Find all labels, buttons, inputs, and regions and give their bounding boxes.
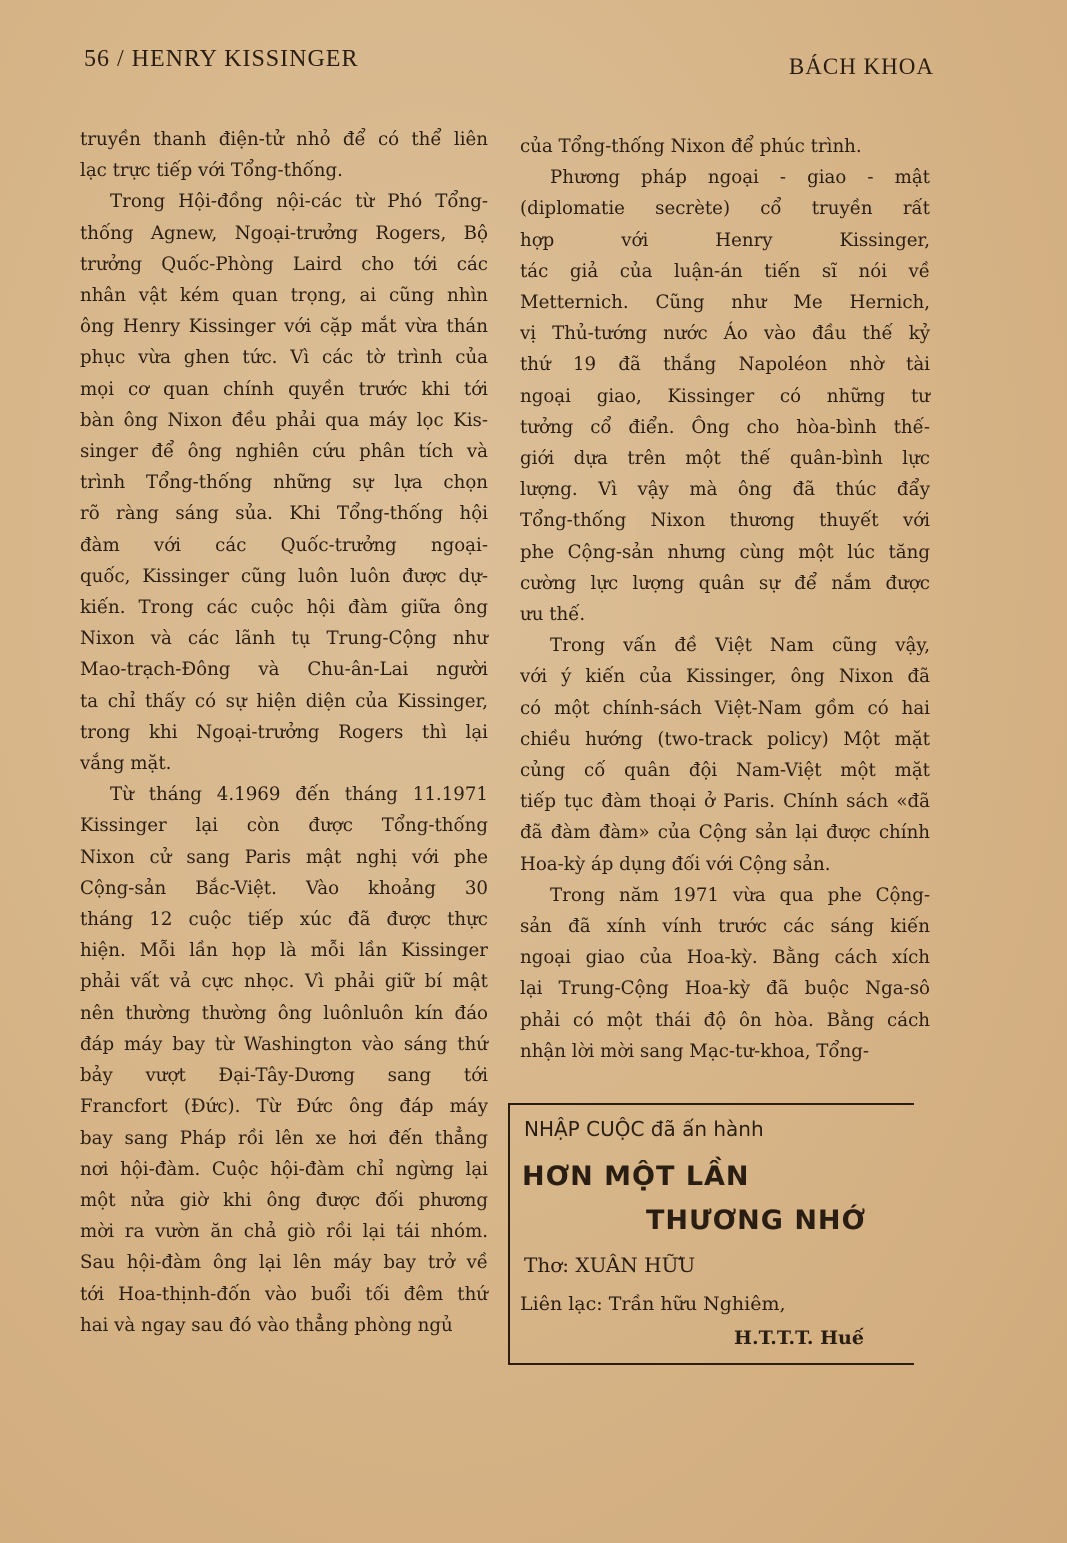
text-line: mời ra vườn ăn chả giò rồi lại tái nhóm. [80,1221,488,1243]
text-line: quốc, Kissinger cũng luôn luôn được dự- [80,565,488,587]
text-line: nơi hội-đàm. Cuộc hội-đàm chỉ ngừng lại [80,1158,488,1180]
page-header [84,44,934,84]
text-line: đáp máy bay từ Washington vào sáng thứ [80,1033,488,1055]
text-line: nhận lời mời sang Mạc-tư-khoa, Tổng- [520,1040,870,1062]
text-line: trưởng Quốc-Phòng Laird cho tới các [80,253,488,275]
text-line: kiến. Trong các cuộc hội đàm giữa ông [80,597,488,619]
text-line: Nixon và các lãnh tụ Trung-Cộng như [80,628,488,650]
text-line: Mao-trạch-Đông và Chu-ân-Lai người [80,659,488,681]
ad-contact-line2: H.T.T.T. Huế [734,1327,864,1349]
text-line: tới Hoa-thịnh-đốn vào buổi tối đêm thứ [80,1283,488,1305]
text-line: bàn ông Nixon đều phải qua máy lọc Kis- [80,409,488,431]
text-line: lại Trung-Cộng Hoa-kỳ đã buộc Nga-sô [520,978,930,1000]
ad-publisher-line: NHẬP CUỘC đã ấn hành [524,1117,764,1141]
text-line: của Tổng-thống Nixon để phúc trình. [520,136,862,157]
text-line: Phương pháp ngoại - giao - mật [550,167,930,189]
page-number-and-title: 56 / HENRY KISSINGER [84,46,359,72]
text-line: tháng 12 cuộc tiếp xúc đã được thực [80,909,488,931]
text-line: vắng mặt. [80,753,172,775]
ad-bottom-rule [508,1363,914,1365]
text-line: hiện. Mỗi lần họp là mỗi lần Kissinger [80,940,488,962]
text-line: mọi cơ quan chính quyền trước khi tới [80,378,488,400]
text-line: ngoại giao của Hoa-kỳ. Bằng cách xích [520,947,930,969]
text-line: đàm với các Quốc-trưởng ngoại- [80,534,488,556]
text-line: trình Tổng-thống những sự lựa chọn [80,472,488,494]
text-line: phải có một thái độ ôn hòa. Bằng cách [520,1009,930,1031]
text-line: hợp với Henry Kissinger, [520,229,930,251]
text-line: chiều hướng (two-track policy) Một mặt [520,728,930,750]
text-line: bảy vượt Đại-Tây-Dương sang tới [80,1065,488,1087]
magazine-name: BÁCH KHOA [788,54,934,79]
text-line: (diplomatie secrète) cổ truyền rất [520,198,930,220]
text-line: ưu thế. [520,604,586,626]
text-line: Trong năm 1971 vừa qua phe Cộng- [550,884,930,906]
text-line: sản đã xính vính trước các sáng kiến [520,916,930,938]
text-line: ông Henry Kissinger với cặp mắt vừa thán [80,316,488,338]
text-line: cường lực lượng quân sự để nắm được [520,572,930,594]
text-line: phải vất vả cực nhọc. Vì phải giữ bí mật [80,971,488,993]
text-line: nhân vật kém quan trọng, ai cũng nhìn [80,285,488,307]
text-line: lượng. Vì vậy mà ông đã thúc đẩy [520,479,930,501]
text-line: Hoa-kỳ áp dụng đối với Cộng sản. [520,853,831,875]
ad-book-title-line2: THƯƠNG NHỚ [646,1205,867,1236]
book-advertisement-box [508,1103,914,1365]
text-line: một nửa giờ khi ông được đối phương [80,1189,488,1211]
text-line: thứ 19 đã thắng Napoléon nhờ tài [520,354,930,376]
text-line: ngoại giao, Kissinger có những tư [520,385,930,407]
text-line: giới dựa trên một thế quân-bình lực [520,448,930,470]
text-line: đã đàm đàm» của Cộng sản lại được chính [520,822,930,844]
text-line: Từ tháng 4.1969 đến tháng 11.1971 [110,784,488,806]
text-line: nên thường thường ông luônluôn kín đáo [80,1002,488,1024]
text-line: Sau hội-đàm ông lại lên máy bay trở về [80,1252,488,1274]
ad-poet-line: Thơ: XUÂN HỮU [524,1253,696,1277]
text-line: thống Agnew, Ngoại-trưởng Rogers, Bộ [80,222,488,244]
text-line: Trong vấn đề Việt Nam cũng vậy, [550,635,930,657]
text-line: tiếp tục đàm thoại ở Paris. Chính sách «đã [520,791,930,813]
text-line: Metternich. Cũng như Me Hernich, [520,292,930,314]
text-line: ta chỉ thấy có sự hiện diện của Kissinger, [80,690,488,712]
text-line: Nixon cử sang Paris mật nghị với phe [80,846,488,868]
text-line: vị Thủ-tướng nước Áo vào đầu thế kỷ [520,323,930,345]
text-line: trong khi Ngoại-trưởng Rogers thì lại [80,721,488,743]
text-line: singer để ông nghiên cứu phân tích và [80,441,488,463]
text-line: rõ ràng sáng sủa. Khi Tổng-thống hội [80,503,488,525]
text-line: hai và ngay sau đó vào thẳng phòng ngủ [80,1314,453,1336]
text-line: với ý kiến của Kissinger, ông Nixon đã [520,666,930,688]
text-line: tác giả của luận-án tiến sĩ nói về [520,260,930,282]
text-line: có một chính-sách Việt-Nam gồm có hai [520,697,930,719]
ad-book-title-line1: HƠN MỘT LẦN [522,1161,750,1192]
right-text-column [520,131,930,1067]
text-line: lạc trực tiếp với Tổng-thống. [80,160,343,182]
text-line: tưởng cổ điển. Ông cho hòa-bình thế- [520,416,930,438]
ad-contact-line1: Liên lạc: Trần hữu Nghiêm, [520,1293,786,1315]
text-line: Kissinger lại còn được Tổng-thống [80,815,488,837]
text-line: Tổng-thống Nixon thương thuyết với [520,510,930,532]
text-line: phe Cộng-sản nhưng cùng một lúc tăng [520,541,930,563]
ad-left-rule [508,1103,510,1365]
ad-top-rule [508,1103,914,1105]
text-line: phục vừa ghen tức. Vì các tờ trình của [80,347,488,369]
text-line: bay sang Pháp rồi lên xe hơi đến thẳng [80,1127,488,1149]
text-line: truyền thanh điện-tử nhỏ để có thể liên [80,129,488,150]
left-text-column [80,124,488,1341]
text-line: củng cố quân đội Nam-Việt một mặt [520,760,930,782]
text-line: Cộng-sản Bắc-Việt. Vào khoảng 30 [80,877,488,899]
text-line: Trong Hội-đồng nội-các từ Phó Tổng- [110,191,488,213]
text-line: Francfort (Đức). Từ Đức ông đáp máy [80,1096,488,1118]
